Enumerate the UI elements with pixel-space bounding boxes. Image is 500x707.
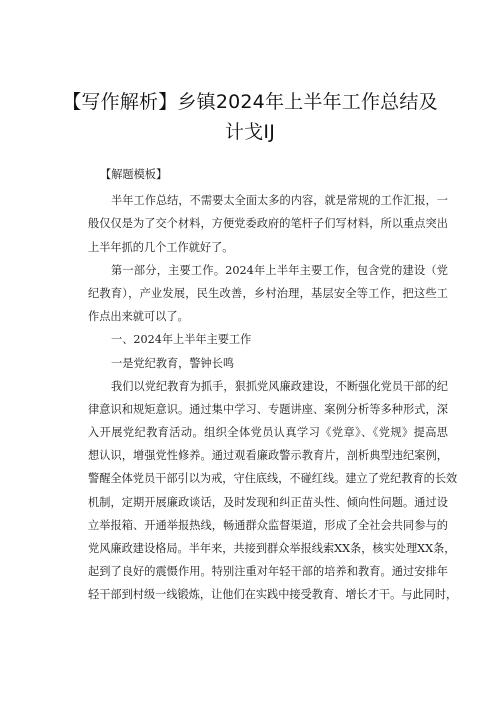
paragraph-line: 起到了良好的震慑作用。特别注重对年轻干部的培养和教育。通过安排年 [88,565,448,579]
section-heading: 一、2024年上半年主要工作 [111,333,252,347]
paragraph-line: 律意识和规矩意识。通过集中学习、专题讲座、案例分析等多种形式，深 [88,402,448,416]
paragraph-line: 机制，定期开展廉政谈话，及时发现和纠正苗头性、倾向性问题。通过设 [88,495,448,509]
paragraph-line: 半年工作总结，不需要太全面太多的内容，就是常规的工作汇报，一 [111,194,448,208]
paragraph-line: 作点出来就可以了。 [88,310,189,324]
document-title-line-1: 【写作解析】乡镇2024年上半年工作总结及 [62,91,438,113]
paragraph-line: 上半年抓的几个工作就好了。 [88,240,234,254]
paragraph-line: 警醒全体党员干部引以为戒，守住底线，不碰红线。建立了党纪教育的长效 [88,472,458,486]
paragraph-line: 第一部分，主要工作。2024年上半年主要工作，包含党的建设（党 [111,263,448,277]
section-label-template: 【解题模板】 [100,168,168,181]
paragraph-line: 党风廉政建设格局。半年来，共接到群众举报线索XX条，核实处理XX条， [88,542,456,555]
paragraph-line: 般仅仅是为了交个材料，方便党委政府的笔杆子们写材料，所以重点突出 [88,217,448,231]
paragraph-line: 入开展党纪教育活动。组织全体党员认真学习《党章》、《党规》提高思 [88,426,448,440]
subsection-heading: 一是党纪教育，警钟长鸣 [111,356,235,370]
document-title-line-2: 计戈IJ [224,121,275,143]
paragraph-line: 我们以党纪教育为抓手，狠抓党风廉政建设，不断强化党员干部的纪 [111,379,448,393]
paragraph-line: 轻干部到村级一线锻炼，让他们在实践中接受教育、增长才干。与此同时， [88,588,458,602]
document-body [88,163,458,607]
paragraph-line: 立举报箱、开通举报热线，畅通群众监督渠道，形成了全社会共同参与的 [88,518,448,532]
paragraph-line: 纪教育），产业发展，民生改善，乡村治理，基层安全等工作，把这些工 [88,286,448,300]
paragraph-line: 想认识，增强党性修养。通过观看廉政警示教育片，剖析典型违纪案例， [88,449,448,463]
